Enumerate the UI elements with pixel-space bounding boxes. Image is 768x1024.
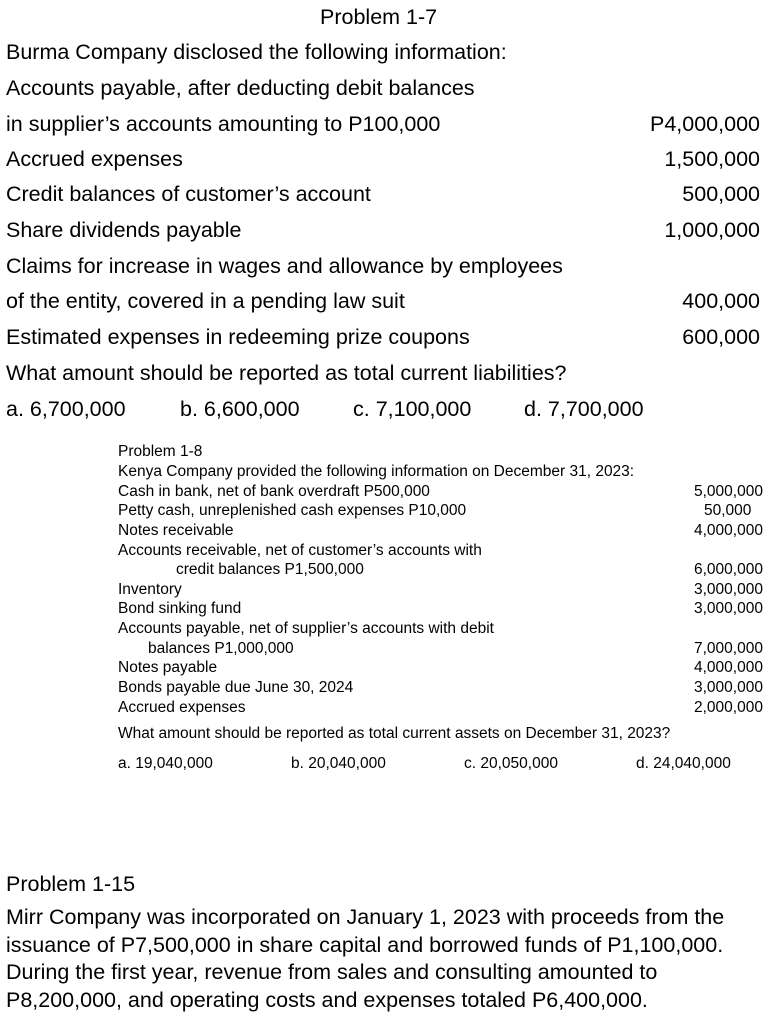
choice-c: c. 20,050,000 <box>464 755 558 772</box>
problem-intro: Burma Company disclosed the following information: <box>6 40 507 64</box>
item-amount: 7,000,000 <box>694 640 763 657</box>
item-label: Credit balances of customer’s account <box>6 182 371 206</box>
item-label: Estimated expenses in redeeming prize coupons <box>6 325 470 349</box>
item-label: Claims for increase in wages and allowance by employees <box>6 254 563 278</box>
item-amount: 500,000 <box>682 182 760 206</box>
item-amount: 5,000,000 <box>694 483 763 500</box>
item-label: balances P1,000,000 <box>148 640 294 657</box>
item-label: Inventory <box>118 581 182 598</box>
item-label: Accrued expenses <box>118 699 246 716</box>
item-amount: 6,000,000 <box>694 561 763 578</box>
item-label: Notes receivable <box>118 522 234 539</box>
problem-title: Problem 1-7 <box>320 5 438 29</box>
item-label: Accounts payable, net of supplier’s accounts with debit <box>118 620 494 637</box>
choice-a: a. 19,040,000 <box>118 755 213 772</box>
choice-c: c. 7,100,000 <box>353 397 472 421</box>
item-label: Petty cash, unreplenished cash expenses P10,000 <box>118 502 467 519</box>
item-amount: 2,000,000 <box>694 699 763 716</box>
item-label: Accounts payable, after deducting debit balances <box>6 76 475 100</box>
item-amount: 400,000 <box>682 289 760 313</box>
item-amount: P4,000,000 <box>650 112 760 136</box>
item-label: in supplier’s accounts amounting to P100,000 <box>6 112 441 136</box>
item-amount: 1,500,000 <box>664 147 760 171</box>
item-amount: 1,000,000 <box>664 218 760 242</box>
item-label: of the entity, covered in a pending law suit <box>6 289 405 313</box>
problem-title: Problem 1-15 <box>6 872 136 896</box>
choice-d: d. 24,040,000 <box>636 755 731 772</box>
item-amount: 3,000,000 <box>694 581 763 598</box>
item-label: Accounts receivable, net of customer’s accounts with <box>118 542 482 559</box>
choice-a: a. 6,700,000 <box>6 397 126 421</box>
problem-intro: Kenya Company provided the following information on December 31, 2023: <box>118 463 635 480</box>
item-amount: 3,000,000 <box>694 600 763 617</box>
choice-d: d. 7,700,000 <box>524 397 644 421</box>
item-amount: 50,000 <box>704 502 752 519</box>
item-amount: 600,000 <box>682 325 760 349</box>
item-label: Share dividends payable <box>6 218 242 242</box>
item-amount: 3,000,000 <box>694 679 763 696</box>
problem-question: What amount should be reported as total current assets on December 31, 2023? <box>118 725 671 742</box>
problem-body: Mirr Company was incorporated on January 1, 2023 with proceeds from the issuance of P7,500,000 in share capital and borrowed funds of P1,100,000. During the first year, revenue from sales and consulting amounted to P8,200,000, and operating costs and expenses totaled P6,400,000. <box>6 905 725 1012</box>
item-amount: 4,000,000 <box>694 522 763 539</box>
item-label: Notes payable <box>118 659 218 676</box>
problem-title: Problem 1-8 <box>118 443 203 460</box>
item-amount: 4,000,000 <box>694 659 763 676</box>
item-label: Bond sinking fund <box>118 600 242 617</box>
item-label: Accrued expenses <box>6 147 183 171</box>
item-label: Cash in bank, net of bank overdraft P500,000 <box>118 483 430 500</box>
item-label: Bonds payable due June 30, 2024 <box>118 679 354 696</box>
problem-question: What amount should be reported as total current liabilities? <box>6 361 567 385</box>
item-label: credit balances P1,500,000 <box>176 561 364 578</box>
choice-b: b. 20,040,000 <box>291 755 386 772</box>
choice-b: b. 6,600,000 <box>180 397 300 421</box>
